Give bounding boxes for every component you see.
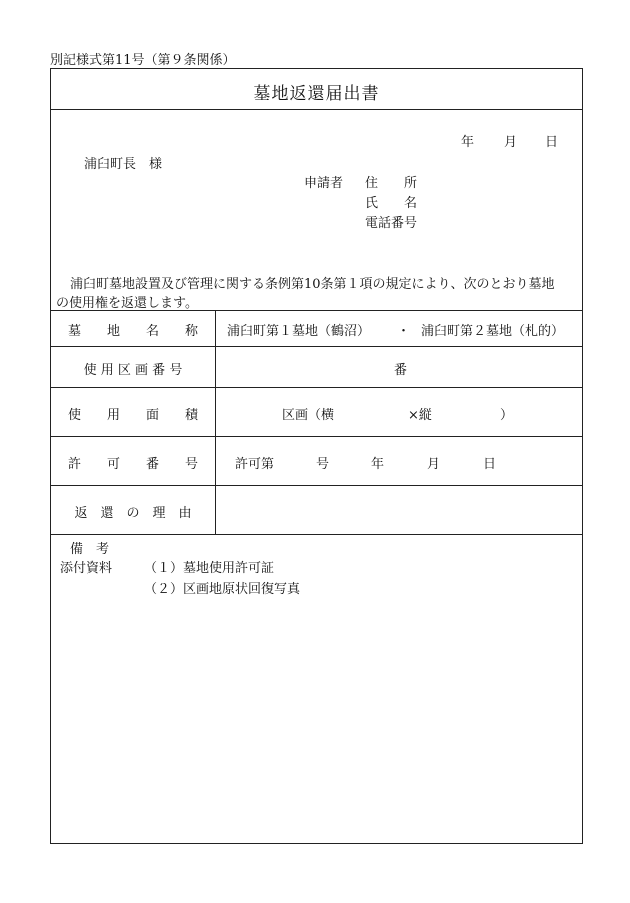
attachments-label: 添付資料 bbox=[60, 561, 113, 576]
permit-year: 年 bbox=[371, 457, 385, 472]
divider bbox=[51, 346, 582, 347]
cemetery-option-2: 浦臼町第２墓地（札的） bbox=[421, 324, 565, 339]
area-length-label: ×縦 bbox=[408, 408, 432, 423]
divider bbox=[51, 310, 582, 311]
return-reason-label: 返 還 の 理 由 bbox=[74, 506, 192, 521]
name-label: 氏 名 bbox=[365, 196, 418, 211]
permit-number-label: 許 可 番 号 bbox=[67, 457, 198, 472]
cemetery-separator: ・ bbox=[397, 324, 411, 339]
statement-line-1: 浦臼町墓地設置及び管理に関する条例第10条第１項の規定により、次のとおり墓地 bbox=[70, 277, 555, 292]
area-label: 使 用 面 積 bbox=[67, 408, 198, 423]
permit-number-suffix: 号 bbox=[316, 457, 330, 472]
notes-label: 備 考 bbox=[70, 542, 110, 557]
form-reference: 別記様式第11号（第９条関係） bbox=[50, 53, 236, 68]
form-title: 墓地返還届出書 bbox=[253, 84, 380, 104]
area-close: ） bbox=[500, 408, 514, 423]
date-year-label: 年 bbox=[461, 135, 475, 150]
lot-number-label: 使 用 区 画 番 号 bbox=[83, 363, 183, 378]
notification-form bbox=[50, 68, 583, 844]
applicant-label: 申請者 bbox=[304, 176, 344, 191]
phone-label: 電話番号 bbox=[365, 216, 418, 231]
permit-month: 月 bbox=[427, 457, 441, 472]
permit-day: 日 bbox=[483, 457, 497, 472]
cemetery-name-label: 墓 地 名 称 bbox=[67, 324, 198, 339]
date-day-label: 日 bbox=[545, 135, 559, 150]
divider bbox=[51, 387, 582, 388]
date-month-label: 月 bbox=[504, 135, 518, 150]
attachment-item-1: （１）墓地使用許可証 bbox=[144, 561, 275, 576]
divider bbox=[51, 109, 582, 110]
permit-prefix: 許可第 bbox=[235, 457, 275, 472]
address-label: 住 所 bbox=[365, 176, 418, 191]
column-divider bbox=[215, 310, 216, 534]
addressee: 浦臼町長 様 bbox=[84, 157, 163, 172]
statement-line-2: の使用権を返還します。 bbox=[56, 296, 198, 311]
divider bbox=[51, 436, 582, 437]
area-width-label: 区画（横 bbox=[282, 408, 335, 423]
cemetery-option-1: 浦臼町第１墓地（鶴沼） bbox=[227, 324, 371, 339]
lot-number-suffix: 番 bbox=[394, 363, 408, 378]
divider bbox=[51, 534, 582, 535]
attachment-item-2: （２）区画地原状回復写真 bbox=[144, 582, 301, 597]
divider bbox=[51, 485, 582, 486]
